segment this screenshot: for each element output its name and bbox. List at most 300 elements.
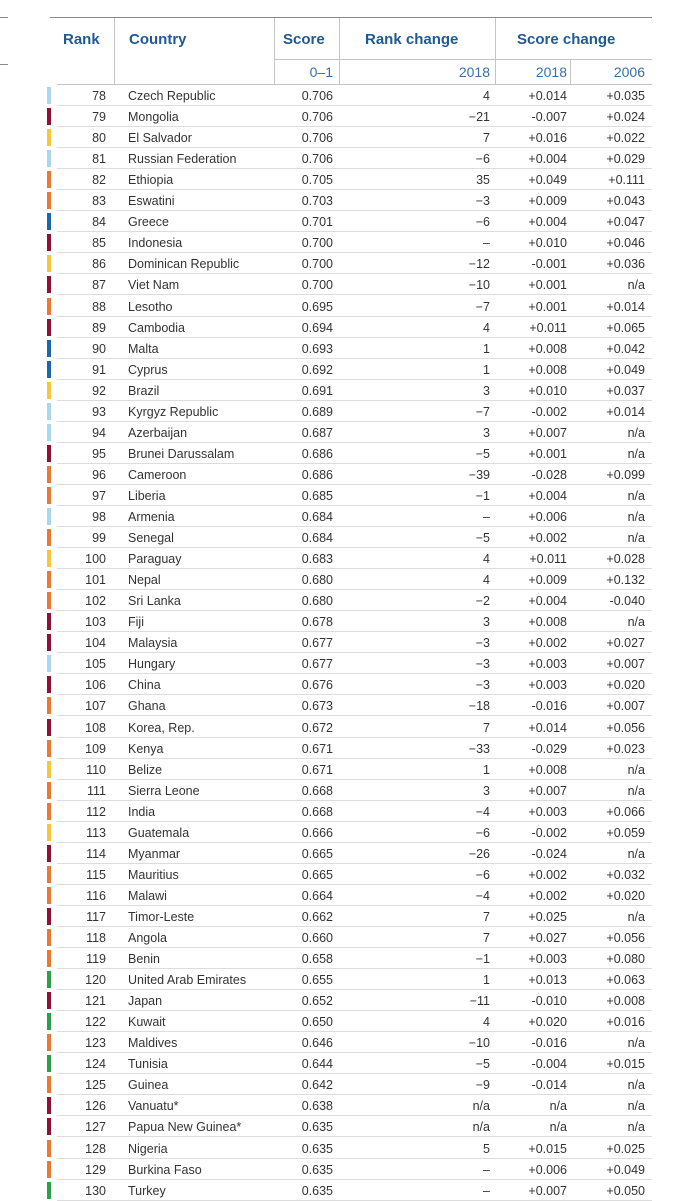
country-cell: Tunisia [128,1057,168,1072]
region-color-bar [47,550,51,567]
region-color-bar [47,1161,51,1178]
score-change-2018-cell: +0.001 [528,446,567,461]
rank-change-cell: 7 [483,720,490,735]
score-change-2006-cell: n/a [627,278,645,293]
table-row [0,843,675,864]
score-cell: 0.671 [301,762,333,777]
rank-change-cell: −7 [475,299,490,314]
rank-cell: 80 [92,131,106,146]
table-row [0,780,675,801]
region-color-bar [47,697,51,714]
rank-change-cell: −2 [475,594,490,609]
table-row [0,653,675,674]
rank-change-cell: 4 [483,89,490,103]
table-row [0,85,675,106]
score-change-2018-cell: -0.002 [531,404,567,419]
rank-cell: 115 [86,867,106,882]
rank-change-cell: 1 [483,341,490,356]
country-cell: Paraguay [128,552,182,567]
score-change-2018-cell: +0.004 [528,488,567,503]
table-row [0,990,675,1011]
score-cell: 0.683 [301,552,333,567]
region-color-bar [47,382,51,399]
score-change-2018-cell: +0.010 [528,383,567,398]
table-row [0,232,675,253]
country-cell: Cameroon [128,467,187,482]
subheader-score-change-2018: 2018 [535,64,567,80]
rank-change-cell: 3 [483,783,490,798]
rank-cell: 125 [85,1078,106,1093]
table-row [0,738,675,759]
score-change-2006-cell: +0.065 [606,320,645,335]
score-change-2018-cell: +0.013 [528,973,567,988]
score-change-2006-cell: +0.036 [606,257,645,272]
rank-change-cell: −3 [475,636,490,651]
score-change-2018-cell: +0.025 [528,909,567,924]
country-cell: Fiji [128,615,144,630]
rank-change-cell: 5 [483,1141,490,1156]
table-row [0,590,675,611]
score-change-2018-cell: +0.020 [528,1015,567,1030]
score-cell: 0.687 [301,425,333,440]
score-change-2006-cell: n/a [627,510,645,524]
rank-cell: 82 [92,173,106,188]
score-change-2018-cell: +0.002 [528,867,567,882]
table-row [0,822,675,843]
score-change-2018-cell: +0.002 [528,888,567,903]
country-cell: Vanuatu* [128,1099,179,1114]
rank-change-cell: −18 [468,699,490,714]
table-row [0,106,675,127]
score-change-2006-cell: n/a [627,1099,645,1114]
table-row [0,190,675,211]
score-cell: 0.635 [301,1183,333,1198]
table-row [0,611,675,632]
score-cell: 0.686 [301,446,333,461]
table-row [0,1074,675,1095]
region-color-bar [47,929,51,946]
country-cell: Mongolia [128,110,179,125]
score-cell: 0.666 [301,825,333,840]
region-color-bar [47,740,51,757]
table-row [0,569,675,590]
region-color-bar [47,424,51,441]
score-change-2018-cell: +0.006 [528,510,567,524]
country-cell: Greece [128,215,169,230]
score-change-2006-cell: n/a [627,531,645,546]
rank-change-cell: −26 [468,846,490,861]
score-change-2006-cell: n/a [627,1036,645,1051]
margin-tick [0,17,8,18]
score-cell: 0.664 [301,888,333,903]
country-cell: Kyrgyz Republic [128,404,219,419]
table-row [0,1095,675,1116]
score-cell: 0.706 [301,110,333,125]
rank-cell: 78 [92,89,106,103]
score-cell: 0.706 [301,131,333,146]
country-cell: Kuwait [128,1015,166,1030]
score-change-2006-cell: +0.025 [606,1141,645,1156]
score-change-2006-cell: +0.056 [606,931,645,945]
score-cell: 0.684 [301,510,333,524]
rank-cell: 110 [86,762,106,777]
rank-cell: 106 [85,678,106,693]
region-color-bar [47,824,51,841]
score-change-2006-cell: +0.023 [606,741,645,756]
region-color-bar [47,887,51,904]
score-change-2018-cell: -0.014 [531,1078,567,1093]
rank-change-cell: −4 [475,888,490,903]
score-cell: 0.652 [301,994,333,1009]
score-cell: 0.665 [301,846,333,861]
region-color-bar [47,508,51,525]
header-rank: Rank [63,31,100,48]
country-cell: Ethiopia [128,173,174,188]
score-cell: 0.672 [301,720,333,735]
region-color-bar [47,782,51,799]
rank-cell: 95 [92,446,106,461]
table-row [0,1116,675,1137]
score-cell: 0.694 [301,320,333,335]
score-change-2018-cell: +0.008 [528,762,567,777]
region-color-bar [47,319,51,336]
score-change-2018-cell: +0.049 [528,173,567,188]
rank-change-cell: −6 [475,867,490,882]
score-change-2018-cell: +0.016 [528,131,567,146]
country-cell: Viet Nam [128,278,180,293]
score-change-2018-cell: -0.024 [531,846,567,861]
country-cell: Russian Federation [128,152,237,167]
score-change-2006-cell: +0.056 [606,720,645,735]
score-cell: 0.693 [301,341,333,356]
region-color-bar [47,1118,51,1135]
score-change-2018-cell: +0.004 [528,215,567,230]
country-cell: Hungary [128,657,176,672]
table-row [0,274,675,295]
score-change-2006-cell: n/a [627,1120,645,1135]
rank-change-cell: 1 [483,362,490,377]
score-change-2006-cell: n/a [627,1078,645,1093]
score-change-2006-cell: +0.024 [606,110,645,125]
rank-cell: 107 [85,699,106,714]
rank-cell: 99 [92,531,106,546]
table-row [0,906,675,927]
score-change-2018-cell: -0.028 [531,467,567,482]
region-color-bar [47,87,51,104]
country-cell: Malaysia [128,636,178,651]
rank-cell: 130 [85,1183,106,1198]
score-change-2018-cell: -0.007 [531,110,567,125]
score-cell: 0.685 [301,488,333,503]
header-divider [114,18,115,85]
region-color-bar [47,234,51,251]
table-row [0,885,675,906]
rank-change-cell: −5 [475,446,490,461]
score-cell: 0.695 [301,299,333,314]
score-cell: 0.642 [301,1078,333,1093]
score-change-2006-cell: +0.029 [606,152,645,167]
region-color-bar [47,1097,51,1114]
score-change-2006-cell: +0.050 [606,1183,645,1198]
region-color-bar [47,992,51,1009]
rank-cell: 98 [92,510,106,524]
rank-cell: 105 [85,657,106,672]
rank-change-cell: 3 [483,383,490,398]
rank-change-cell: – [483,236,490,251]
table-row [0,148,675,169]
rank-cell: 126 [85,1099,106,1114]
region-color-bar [47,1034,51,1051]
country-cell: Nepal [128,573,161,588]
rank-change-cell: −39 [468,467,490,482]
score-change-2006-cell: -0.040 [609,594,645,609]
table-row [0,1159,675,1180]
country-cell: Brazil [128,383,160,398]
rank-change-cell: 3 [483,425,490,440]
region-color-bar [47,487,51,504]
score-change-2006-cell: +0.032 [606,867,645,882]
region-color-bar [47,719,51,736]
score-cell: 0.646 [301,1036,333,1051]
score-cell: 0.705 [301,173,333,188]
score-change-2006-cell: +0.059 [606,825,645,840]
rank-change-cell: −3 [475,678,490,693]
rank-change-cell: −5 [475,1057,490,1072]
score-cell: 0.700 [301,278,333,293]
score-change-2006-cell: +0.043 [606,194,645,209]
country-cell: Mauritius [128,867,179,882]
rank-cell: 87 [92,278,106,293]
score-cell: 0.677 [301,657,333,672]
rank-cell: 127 [85,1120,106,1135]
header-subrule [274,59,652,60]
region-color-bar [47,1055,51,1072]
country-cell: Turkey [128,1183,166,1198]
score-change-2018-cell: -0.002 [531,825,567,840]
table-row [0,1053,675,1074]
country-cell: Burkina Faso [128,1162,202,1177]
score-cell: 0.692 [301,362,333,377]
table-row [0,338,675,359]
rank-cell: 96 [92,467,106,482]
score-change-2018-cell: +0.007 [528,425,567,440]
region-color-bar [47,1076,51,1093]
header-country: Country [129,31,187,48]
country-cell: Senegal [128,531,174,546]
country-cell: Sri Lanka [128,594,181,609]
score-change-2018-cell: -0.001 [531,257,567,272]
table-row [0,1011,675,1032]
region-color-bar [47,676,51,693]
score-change-2006-cell: +0.042 [606,341,645,356]
score-change-2006-cell: n/a [627,615,645,630]
score-cell: 0.635 [301,1120,333,1135]
rank-cell: 120 [85,973,106,988]
rank-change-cell: 35 [476,173,490,188]
score-cell: 0.660 [301,931,333,945]
table-row [0,485,675,506]
score-cell: 0.676 [301,678,333,693]
table-row [0,253,675,274]
country-cell: Myanmar [128,846,181,861]
score-change-2018-cell: +0.014 [528,720,567,735]
country-cell: Azerbaijan [128,425,188,440]
rank-cell: 83 [92,194,106,209]
rank-change-cell: 4 [483,552,490,567]
rank-change-cell: 4 [483,1015,490,1030]
rank-cell: 129 [85,1162,106,1177]
rank-change-cell: −3 [475,194,490,209]
country-cell: Sierra Leone [128,783,200,798]
score-change-2018-cell: -0.016 [531,699,567,714]
score-change-2018-cell: +0.008 [528,615,567,630]
subheader-rank-change-year: 2018 [458,64,490,80]
score-change-2006-cell: n/a [627,783,645,798]
score-cell: 0.668 [301,804,333,819]
rank-change-cell: −6 [475,152,490,167]
score-cell: 0.655 [301,973,333,988]
region-color-bar [47,1140,51,1157]
rank-cell: 113 [86,825,106,840]
country-cell: El Salvador [128,131,192,146]
rank-change-cell: −33 [468,741,490,756]
region-color-bar [47,466,51,483]
score-change-2018-cell: +0.009 [528,194,567,209]
country-cell: Guatemala [128,825,190,840]
rank-cell: 109 [85,741,106,756]
score-cell: 0.673 [301,699,333,714]
rank-change-cell: −1 [475,952,490,967]
rank-cell: 128 [85,1141,106,1156]
score-change-2006-cell: n/a [627,846,645,861]
region-color-bar [47,150,51,167]
rank-cell: 91 [92,362,106,377]
score-change-2018-cell: n/a [549,1120,567,1135]
country-cell: Liberia [128,488,166,503]
score-change-2006-cell: +0.015 [606,1057,645,1072]
region-color-bar [47,529,51,546]
table-row [0,527,675,548]
header-rank-change: Rank change [365,31,459,48]
rank-change-cell: −6 [475,215,490,230]
score-change-2006-cell: +0.016 [606,1015,645,1030]
score-change-2006-cell: +0.008 [606,994,645,1009]
country-cell: Belize [128,762,163,777]
rank-change-cell: – [483,1183,490,1198]
table-row [0,927,675,948]
rank-change-cell: −3 [475,657,490,672]
table-row [0,801,675,822]
score-cell: 0.650 [301,1015,333,1030]
score-change-2018-cell: +0.004 [528,594,567,609]
rank-cell: 88 [92,299,106,314]
score-change-2018-cell: +0.001 [528,278,567,293]
score-change-2018-cell: +0.001 [528,299,567,314]
country-cell: Guinea [128,1078,169,1093]
rank-change-cell: 4 [483,320,490,335]
score-cell: 0.684 [301,531,333,546]
rank-change-cell: – [483,1162,490,1177]
table-row [0,211,675,232]
country-cell: Japan [128,994,163,1009]
score-change-2018-cell: -0.029 [531,741,567,756]
score-change-2006-cell: +0.049 [606,1162,645,1177]
region-color-bar [47,255,51,272]
score-cell: 0.635 [301,1162,333,1177]
rank-cell: 81 [92,152,106,167]
rank-cell: 103 [85,615,106,630]
table-row [0,695,675,716]
table-row [0,948,675,969]
score-change-2018-cell: +0.002 [528,636,567,651]
rank-cell: 79 [92,110,106,125]
score-cell: 0.668 [301,783,333,798]
table-row [0,548,675,569]
score-change-2018-cell: +0.007 [528,783,567,798]
score-change-2006-cell: +0.037 [606,383,645,398]
country-cell: Nigeria [128,1141,168,1156]
score-change-2018-cell: -0.016 [531,1036,567,1051]
score-change-2006-cell: +0.046 [606,236,645,251]
rank-cell: 85 [92,236,106,251]
region-color-bar [47,950,51,967]
score-cell: 0.686 [301,467,333,482]
table-row [0,1138,675,1159]
score-change-2006-cell: +0.111 [608,173,645,188]
region-color-bar [47,361,51,378]
rank-cell: 97 [92,488,106,503]
country-cell: Papua New Guinea* [128,1120,242,1135]
score-cell: 0.689 [301,404,333,419]
score-change-2018-cell: +0.006 [528,1162,567,1177]
country-cell: Czech Republic [128,89,216,103]
region-color-bar [47,1182,51,1199]
score-cell: 0.665 [301,867,333,882]
rank-change-cell: 1 [483,762,490,777]
country-cell: Angola [128,931,167,945]
table-row [0,127,675,148]
table-row [0,169,675,190]
rank-change-cell: −10 [468,1036,490,1051]
rank-cell: 108 [85,720,106,735]
table-row [0,864,675,885]
rank-cell: 94 [92,425,106,440]
rank-cell: 89 [92,320,106,335]
score-change-2018-cell: +0.008 [528,362,567,377]
rank-cell: 104 [85,636,106,651]
score-change-2006-cell: n/a [627,762,645,777]
region-color-bar [47,761,51,778]
country-cell: Dominican Republic [128,257,240,272]
rank-change-cell: 7 [483,909,490,924]
rank-cell: 90 [92,341,106,356]
rank-cell: 121 [85,994,106,1009]
score-change-2018-cell: +0.010 [528,236,567,251]
score-cell: 0.680 [301,594,333,609]
rank-change-cell: n/a [472,1099,490,1114]
score-cell: 0.671 [301,741,333,756]
score-change-2006-cell: +0.080 [606,952,645,967]
score-change-2018-cell: n/a [549,1099,567,1114]
score-change-2006-cell: n/a [627,446,645,461]
region-color-bar [47,171,51,188]
score-change-2018-cell: +0.004 [528,152,567,167]
region-color-bar [47,971,51,988]
region-color-bar [47,655,51,672]
region-color-bar [47,845,51,862]
score-cell: 0.706 [301,89,333,103]
score-change-2018-cell: +0.014 [528,89,567,103]
